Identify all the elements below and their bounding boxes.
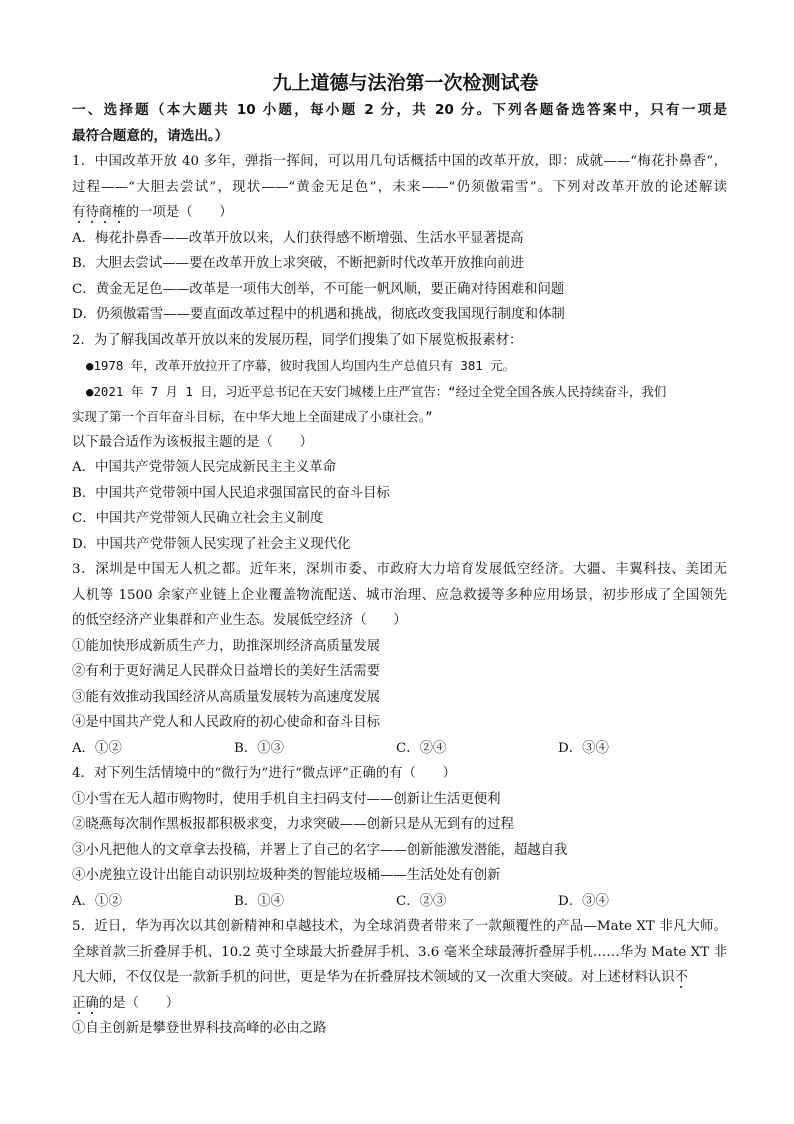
exam-page — [72, 68, 727, 1042]
q4-item: ②晓燕每次制作黑板报都积极求变，力求突破——创新只是从无到有的过程 — [72, 817, 514, 832]
q3-option-d[interactable]: D．③④ — [558, 740, 609, 756]
q5-stem-line: 5．近日，华为再次以其创新精神和卓越技术，为全球消费者带来了一款颠覆性的产品—Mate XT 非凡大师。 — [72, 919, 727, 934]
q2-material-bullet: ●1978 年，改革开放拉开了序幕，彼时我国人均国内生产总值只有 381 元。 — [86, 358, 515, 373]
q2-option-a[interactable]: A．中国共产党带领人民完成新民主主义革命 — [72, 460, 337, 475]
q3-option-b[interactable]: B．①③ — [234, 740, 285, 756]
q1-option-b[interactable]: B．大胆去尝试——要在改革开放上求突破，不断把新时代改革开放推向前进 — [72, 256, 524, 271]
q5-stem-line: 全球首款三折叠屏手机、10.2 英寸全球最大折叠屏手机、3.6 毫米全球最薄折叠屏手机……华为 Mate XT 非 — [72, 944, 727, 960]
q1-stem-tail: 的一项是（ ） — [125, 205, 233, 220]
q2-ask: 以下最合适作为该板报主题的是（ ） — [72, 434, 314, 450]
q1-stem-line: 过程——“大胆去尝试”，现状——“黄金无足色”，未来——“仍须傲霜雪”。下列对改革开放的论述解读 — [72, 179, 727, 195]
q1-option-c[interactable]: C．黄金无足色——改革是一项伟大创举，不可能一帆风顺，要正确对待困难和问题 — [72, 281, 565, 297]
q4-item: ①小雪在无人超市购物时，使用手机自主扫码支付——创新让生活更便利 — [72, 791, 501, 807]
q3-item: ①能加快形成新质生产力，助推深圳经济高质量发展 — [72, 638, 380, 654]
q4-item: ④小虎独立设计出能自动识别垃圾种类的智能垃圾桶——生活处处有创新 — [72, 868, 501, 883]
emphasis-char: 不 — [674, 970, 688, 985]
q5-stem-line — [72, 991, 727, 1017]
q4-option-b[interactable]: B．①④ — [234, 893, 285, 909]
q1-option-d[interactable]: D．仍须傲霜雪——要直面改革过程中的机遇和挑战，彻底改变我国现行制度和体制 — [72, 307, 565, 322]
section-heading-cont: 最符合题意的，请选出。） — [72, 127, 229, 144]
q4-options — [72, 889, 727, 915]
q2-stem: 2．为了解我国改革开放以来的发展历程，同学们搜集了如下展览板报素材： — [72, 332, 523, 348]
q1-stem-line: 1．中国改革开放 40 多年，弹指一挥间，可以用几句话概括中国的改革开放，即：成就——“梅花扑鼻香”， — [72, 154, 727, 169]
q4-option-a[interactable]: A．①② — [72, 893, 122, 909]
q3-stem-line: 3．深圳是中国无人机之都。近年来，深圳市委、市政府大力培育发展低空经济。大疆、丰翼科技、美团无 — [72, 562, 727, 577]
q3-option-a[interactable]: A．①② — [72, 740, 122, 756]
q3-item: ④是中国共产党人和人民政府的初心使命和奋斗目标 — [72, 715, 380, 730]
emphasis-char: 正 — [72, 995, 86, 1011]
q3-stem-line: 的低空经济产业集群和产业生态。发展低空经济（ ） — [72, 613, 407, 628]
q2-material-bullet-cont: 实现了第一个百年奋斗目标，在中华大地上全面建成了小康社会。” — [72, 409, 433, 424]
q4-option-c[interactable]: C．②③ — [396, 893, 447, 909]
q4-item: ③小凡把他人的文章拿去投稿，并署上了自己的名字——创新能激发潜能，超越自我 — [72, 842, 568, 858]
q5-item: ①自主创新是攀登世界科技高峰的必由之路 — [72, 1021, 327, 1036]
q4-stem: 4．对下列生活情境中的“微行为”进行“微点评”正确的有（ ） — [72, 766, 457, 781]
q5-stem-text: 凡大师，不仅仅是一款新手机的问世，更是华为在折叠屏技术领域的又一次重大突破。对上述材料认识 — [72, 970, 675, 985]
q1-stem-line — [72, 200, 727, 226]
q3-option-c[interactable]: C．②④ — [396, 740, 447, 756]
q1-option-a[interactable]: A．梅花扑鼻香——改革开放以来，人们获得感不断增强、生活水平显著提高 — [72, 230, 524, 246]
q4-option-d[interactable]: D．③④ — [558, 893, 609, 909]
emphasis-char: 确 — [85, 995, 99, 1011]
q2-material-bullet: ●2021 年 7 月 1 日，习近平总书记在天安门城楼上庄严宣告：“经过全党全国各族人民持续奋斗，我们 — [86, 383, 667, 399]
q3-options — [72, 736, 727, 762]
q3-stem-line: 人机等 1500 余家产业链上企业覆盖物流配送、城市治理、应急救援等多种应用场景，初步形成了全国领先 — [72, 587, 727, 603]
emphasis-char: 待 — [85, 205, 99, 220]
q5-stem-line — [72, 965, 727, 991]
q2-option-b[interactable]: B．中国共产党带领中国人民追求强国富民的奋斗目标 — [72, 485, 390, 501]
q3-item: ③能有效推动我国经济从高质量发展转为高速度发展 — [72, 689, 380, 705]
emphasis-char: 商 — [98, 205, 113, 220]
section-heading: 一、选择题（本大题共 10 小题，每小题 2 分，共 20 分。下列各题备选答案中，只有一项是 — [72, 102, 727, 118]
exam-title: 九上道德与法治第一次检测试卷 — [272, 72, 539, 94]
q3-item: ②有利于更好满足人民群众日益增长的美好生活需要 — [72, 664, 380, 679]
q2-option-c[interactable]: C．中国共产党带领人民确立社会主义制度 — [72, 511, 324, 526]
emphasis-char: 有 — [72, 205, 86, 220]
q5-stem-tail: 的是（ ） — [98, 995, 180, 1011]
emphasis-char: 榷 — [112, 205, 126, 220]
q2-option-d[interactable]: D．中国共产党带领人民实现了社会主义现代化 — [72, 536, 351, 552]
